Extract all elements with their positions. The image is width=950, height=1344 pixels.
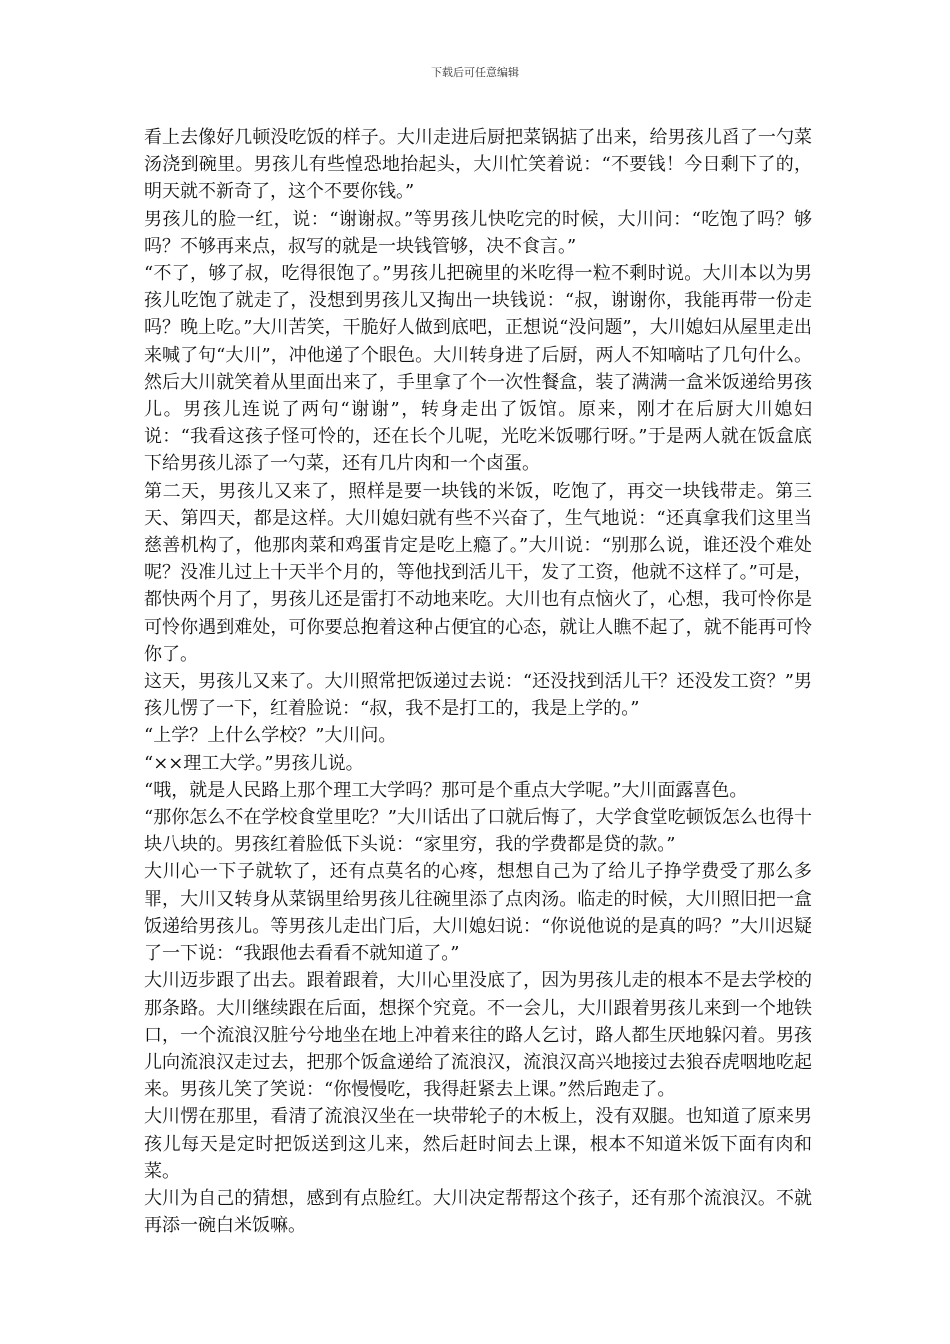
paragraph: 大川迈步跟了出去。跟着跟着，大川心里没底了，因为男孩儿走的根本不是去学校的那条路。大川继续跟在后面，想探个究竟。不一会儿，大川跟着男孩儿来到一个地铁口，一个流浪汉脏兮兮地坐在地上冲着来往的路人乞讨，路人都生厌地躲闪着。男孩儿向流浪汉走过去，把那个饭盒递给了流浪汉，流浪汉高兴地接过去狼吞虎咽地吃起来。男孩儿笑了笑说：“你慢慢吃，我得赶紧去上课。”然后跑走了。 — [144, 970, 812, 1101]
paragraph: “上学？上什么学校？”大川问。 — [144, 725, 397, 747]
paragraph: 第二天，男孩儿又来了，照样是要一块钱的米饭，吃饱了，再交一块钱带走。第三天、第四天，都是这样。大川媳妇就有些不兴奋了，生气地说：“还真拿我们这里当慈善机构了，他那肉菜和鸡蛋肯定是吃上瘾了。”大川说：“别那么说，谁还没个难处呢？没准儿过上十天半个月的，等他找到活儿干，发了工资，他就不这样了。”可是，都快两个月了，男孩儿还是雷打不动地来吃。大川也有点恼火了，心想，我可怜你是可怜你遇到难处，可你要总抱着这种占便宜的心态，就让人瞧不起了，就不能再可怜你了。 — [144, 480, 812, 665]
story-body — [144, 124, 812, 1239]
paragraph: 大川愣在那里，看清了流浪汉坐在一块带轮子的木板上，没有双腿。也知道了原来男孩儿每天是定时把饭送到这儿来，然后赶时间去上课，根本不知道米饭下面有肉和菜。 — [144, 1106, 812, 1182]
paragraph: “不了，够了叔，吃得很饱了。”男孩儿把碗里的米吃得一粒不剩时说。大川本以为男孩儿吃饱了就走了，没想到男孩儿又掏出一块钱说：“叔，谢谢你，我能再带一份走吗？晚上吃。”大川苦笑，干脆好人做到底吧，正想说“没问题”，大川媳妇从屋里走出来喊了句“大川”，冲他递了个眼色。大川转身进了后厨，两人不知嘀咕了几句什么。然后大川就笑着从里面出来了，手里拿了个一次性餐盒，装了满满一盒米饭递给男孩儿。男孩儿连说了两句“谢谢”，转身走出了饭馆。原来，刚才在后厨大川媳妇说：“我看这孩子怪可怜的，还在长个儿呢，光吃米饭哪行呀。”于是两人就在饭盒底下给男孩儿添了一勺菜，还有几片肉和一个卤蛋。 — [144, 263, 812, 475]
paragraph: 看上去像好几顿没吃饭的样子。大川走进后厨把菜锅掂了出来，给男孩儿舀了一勺菜汤浇到碗里。男孩儿有些惶恐地抬起头，大川忙笑着说：“不要钱！今日剩下了的，明天就不新奇了，这个不要你钱。” — [144, 127, 812, 203]
paragraph: “哦，就是人民路上那个理工大学吗？那可是个重点大学呢。”大川面露喜色。 — [144, 779, 748, 801]
paragraph: 大川为自己的猜想，感到有点脸红。大川决定帮帮这个孩子，还有那个流浪汉。不就再添一碗白米饭嘛。 — [144, 1187, 812, 1237]
paragraph: “那你怎么不在学校食堂里吃？”大川话出了口就后悔了，大学食堂吃顿饭怎么也得十块八块的。男孩红着脸低下头说：“家里穷，我的学费都是贷的款。” — [144, 807, 812, 856]
page-header-note: 下载后可任意编辑 — [431, 66, 519, 79]
paragraph: 这天，男孩儿又来了。大川照常把饭递过去说：“还没找到活儿干？还没发工资？”男孩儿愣了一下，红着脸说：“叔，我不是打工的，我是上学的。” — [144, 671, 812, 720]
paragraph: 大川心一下子就软了，还有点莫名的心疼，想想自己为了给儿子挣学费受了那么多罪，大川又转身从菜锅里给男孩儿往碗里添了点肉汤。临走的时候，大川照旧把一盒饭递给男孩儿。等男孩儿走出门后，大川媳妇说：“你说他说的是真的吗？”大川迟疑了一下说：“我跟他去看看不就知道了。” — [144, 861, 812, 965]
paragraph: “××理工大学。”男孩儿说。 — [144, 752, 364, 774]
paragraph: 男孩儿的脸一红，说：“谢谢叔。”等男孩儿快吃完的时候，大川问：“吃饱了吗？够吗？不够再来点，叔写的就是一块钱管够，决不食言。” — [144, 208, 812, 257]
